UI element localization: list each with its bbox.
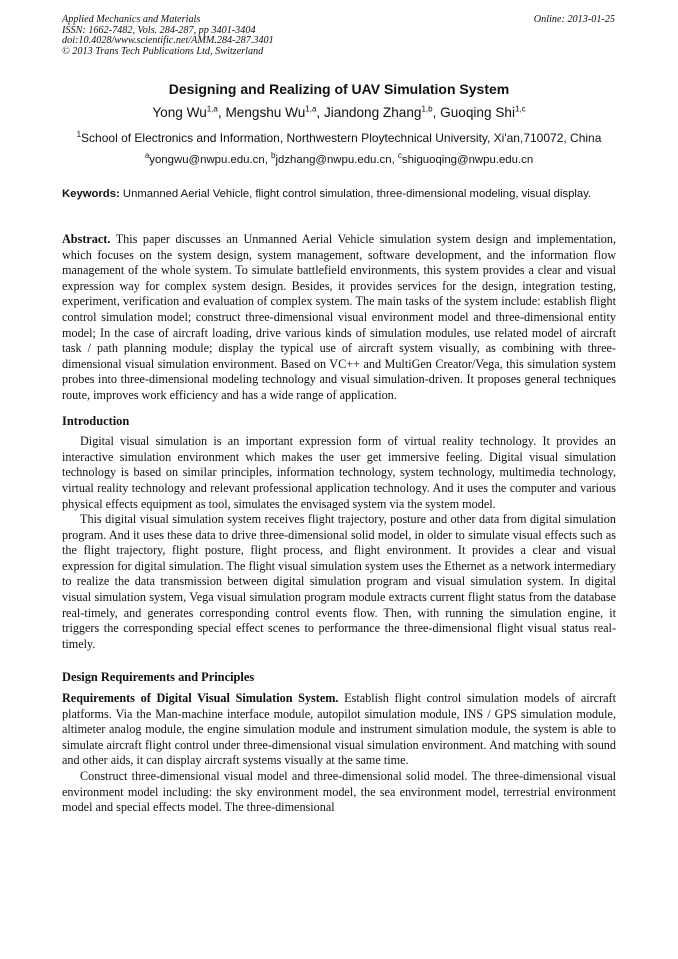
email-address: shiguoqing@nwpu.edu.cn <box>401 154 534 166</box>
author-name: Mengshu Wu <box>225 105 306 120</box>
intro-paragraph-2: This digital visual simulation system receives flight trajectory, posture and other data from digital simulation program. And it uses these data to drive three-dimensional solid model, in older to simulate visual effects such as the flight trajectory, flight posture, flight process, and flight environment. It provides a clear and visual expression for digital simulation. The flight visual simulation system uses the Ethernet as a network intermediary to realize the data transmission between digital simulation program and visual simulation system. In digital visual simulation system, Vega visual simulation program module extracts current flight status from the database real-timely, and generates corresponding control events flow. Then, with running the simulation engine, it triggers the corresponding special effect scenes to performance the three-dimensional flight visual status real-timely. <box>62 512 616 651</box>
keywords-text: Unmanned Aerial Vehicle, flight control simulation, three-dimensional modeling, visual display. <box>122 188 592 200</box>
paper-body <box>62 232 616 816</box>
affiliation-sup: 1 <box>76 130 82 139</box>
issn-line: ISSN: 1662-7482, Vols. 284-287, pp 3401-3404 <box>62 24 256 36</box>
email-sup: c <box>397 151 402 161</box>
design-paragraph-1-text: Establish flight control simulation models of aircraft platforms. Via the Man-machine interface module, autopilot simulation module, INS / GPS simulation module, altimeter analog module, the engine simulation module and instrument simulation module, the system is able to simulate aircraft flight control under three-dimensional visual simulation environment. And matching with sound and other aids, it can display aircraft systems visually at the same time. <box>62 691 616 768</box>
author-name: Yong Wu <box>152 105 207 120</box>
author-separator: , <box>316 105 324 120</box>
copyright-line: © 2013 Trans Tech Publications Ltd, Switzerland <box>62 45 264 57</box>
online-date <box>534 15 615 26</box>
email-separator: , <box>264 154 272 166</box>
intro-paragraph-1: Digital visual simulation is an important expression form of virtual reality technology. It provides an interactive simulation environment which makes the user get immersive feeling. Digital visual simulation technology is based on similar principles, information technology, system technology, multimedia technology, virtual reality technology and relevant professional application technology. And it uses the computer and various physical effects equipment as tool, simulates the envisaged system via the system model. <box>62 434 616 511</box>
email-sup: a <box>144 151 150 161</box>
email-separator: , <box>391 154 398 166</box>
author-name: Guoqing Shi <box>440 105 515 120</box>
design-subheading: Requirements of Digital Visual Simulation System. <box>62 691 339 706</box>
affiliation <box>62 130 616 146</box>
author-sup: 1,a <box>305 104 317 114</box>
doi-line: doi:10.4028/www.scientific.net/AMM.284-287.3401 <box>62 35 274 47</box>
introduction-heading: Introduction <box>62 413 130 428</box>
journal-name: Applied Mechanics and Materials <box>62 14 201 25</box>
author-sup: 1,c <box>514 104 526 114</box>
abstract-text: This paper discusses an Unmanned Aerial Vehicle simulation system design and implementation, which focuses on the system design, system management, software development, and the information flow management of the whole system. To simulate battlefield environments, this system provides a clear and visual expression way for complex system design. Besides, it provides services for the design, integration testing, experiment, verification and evaluation of complex system. The main tasks of the system include: establish flight control simulation model; construct three-dimensional visual environment model and three-dimensional entity model; In the case of aircraft loading, drive various kinds of simulation modules, use related model of aircraft task / path planning module; display the typical use of aircraft system visually, as combining with three-dimensional visual simulation environment. Based on VC++ and MultiGen Creator/Vega, this simulation system probes into three-dimensional modeling technology and visual simulation-driven. It proposes general techniques route, improves work efficiency and has a wide range of application. <box>62 232 616 402</box>
affiliation-text: School of Electronics and Information, Northwestern Ploytechnical University, Xi'an,710072, China <box>81 131 602 145</box>
online-date-text: Online: 2013-01-25 <box>533 14 615 25</box>
email-address: yongwu@nwpu.edu.cn <box>149 154 265 166</box>
author-separator: , <box>217 105 226 120</box>
author-name: Jiandong Zhang <box>323 105 422 120</box>
author-separator: , <box>432 105 441 120</box>
paper-title: Designing and Realizing of UAV Simulation System <box>168 81 510 97</box>
author-sup: 1,a <box>206 104 218 114</box>
author-list <box>62 103 616 123</box>
keywords-label: Keywords: <box>62 188 120 200</box>
email-list <box>62 152 616 168</box>
abstract <box>62 232 616 404</box>
abstract-label: Abstract. <box>62 232 111 246</box>
email-sup: b <box>271 151 276 161</box>
journal-header <box>62 15 274 57</box>
design-paragraph-2: Construct three-dimensional visual model and three-dimensional solid model. The three-dimensional visual environment model including: the sky environment model, the sea environment model, terrestrial environment model and special effects model. The three-dimensional <box>62 769 616 815</box>
keywords <box>62 187 616 203</box>
email-address: jdzhang@nwpu.edu.cn <box>275 154 392 166</box>
design-paragraph-1 <box>62 691 616 769</box>
author-sup: 1,b <box>421 104 433 114</box>
design-heading: Design Requirements and Principles <box>62 670 255 685</box>
